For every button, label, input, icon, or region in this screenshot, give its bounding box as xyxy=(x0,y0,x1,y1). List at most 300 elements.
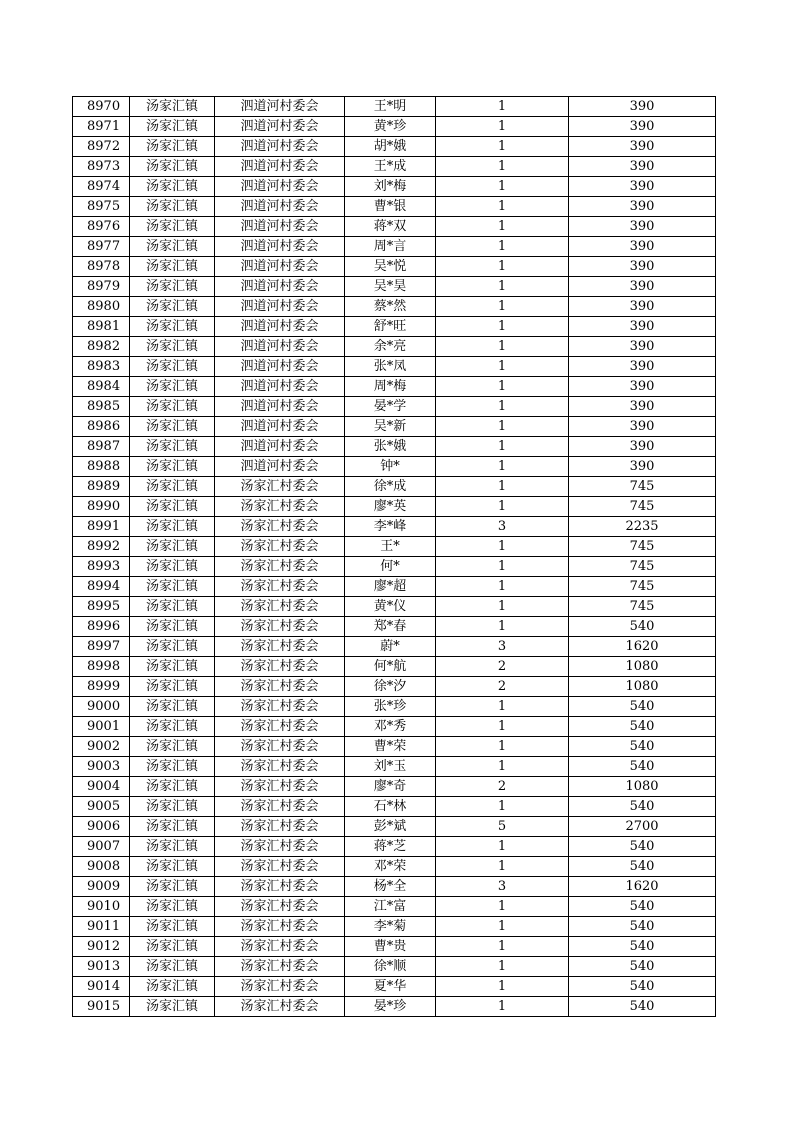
village-committee-cell: 泗道河村委会 xyxy=(215,377,345,397)
person-name-cell: 蒋*双 xyxy=(345,217,436,237)
row-number-cell: 8974 xyxy=(73,177,130,197)
village-committee-cell: 泗道河村委会 xyxy=(215,277,345,297)
table-row xyxy=(73,197,716,217)
village-committee-cell: 泗道河村委会 xyxy=(215,257,345,277)
town-cell: 汤家汇镇 xyxy=(130,857,215,877)
village-committee-cell: 汤家汇村委会 xyxy=(215,757,345,777)
person-count-cell: 1 xyxy=(436,597,569,617)
town-cell: 汤家汇镇 xyxy=(130,417,215,437)
person-name-cell: 晏*珍 xyxy=(345,997,436,1017)
table-row xyxy=(73,357,716,377)
town-cell: 汤家汇镇 xyxy=(130,757,215,777)
person-count-cell: 1 xyxy=(436,897,569,917)
amount-cell: 540 xyxy=(569,917,716,937)
table-row xyxy=(73,617,716,637)
table-row xyxy=(73,797,716,817)
person-count-cell: 3 xyxy=(436,877,569,897)
table-row xyxy=(73,157,716,177)
table-row xyxy=(73,497,716,517)
table-row xyxy=(73,257,716,277)
amount-cell: 1080 xyxy=(569,777,716,797)
town-cell: 汤家汇镇 xyxy=(130,837,215,857)
village-committee-cell: 泗道河村委会 xyxy=(215,397,345,417)
amount-cell: 390 xyxy=(569,157,716,177)
town-cell: 汤家汇镇 xyxy=(130,317,215,337)
person-name-cell: 黄*仪 xyxy=(345,597,436,617)
person-count-cell: 1 xyxy=(436,337,569,357)
amount-cell: 390 xyxy=(569,177,716,197)
village-committee-cell: 汤家汇村委会 xyxy=(215,737,345,757)
person-name-cell: 何*航 xyxy=(345,657,436,677)
row-number-cell: 8980 xyxy=(73,297,130,317)
village-committee-cell: 泗道河村委会 xyxy=(215,317,345,337)
amount-cell: 390 xyxy=(569,297,716,317)
village-committee-cell: 汤家汇村委会 xyxy=(215,937,345,957)
row-number-cell: 8983 xyxy=(73,357,130,377)
village-committee-cell: 汤家汇村委会 xyxy=(215,697,345,717)
town-cell: 汤家汇镇 xyxy=(130,437,215,457)
row-number-cell: 8990 xyxy=(73,497,130,517)
table-row xyxy=(73,897,716,917)
row-number-cell: 8996 xyxy=(73,617,130,637)
table-row xyxy=(73,577,716,597)
table-row xyxy=(73,397,716,417)
person-name-cell: 黄*珍 xyxy=(345,117,436,137)
town-cell: 汤家汇镇 xyxy=(130,897,215,917)
village-committee-cell: 汤家汇村委会 xyxy=(215,997,345,1017)
person-count-cell: 3 xyxy=(436,637,569,657)
row-number-cell: 9008 xyxy=(73,857,130,877)
row-number-cell: 9009 xyxy=(73,877,130,897)
town-cell: 汤家汇镇 xyxy=(130,337,215,357)
table-row xyxy=(73,297,716,317)
row-number-cell: 9015 xyxy=(73,997,130,1017)
table-row xyxy=(73,697,716,717)
row-number-cell: 8973 xyxy=(73,157,130,177)
table-row xyxy=(73,457,716,477)
village-committee-cell: 汤家汇村委会 xyxy=(215,837,345,857)
row-number-cell: 8971 xyxy=(73,117,130,137)
row-number-cell: 9005 xyxy=(73,797,130,817)
town-cell: 汤家汇镇 xyxy=(130,597,215,617)
amount-cell: 390 xyxy=(569,437,716,457)
table-row xyxy=(73,817,716,837)
town-cell: 汤家汇镇 xyxy=(130,657,215,677)
town-cell: 汤家汇镇 xyxy=(130,697,215,717)
table-row xyxy=(73,417,716,437)
town-cell: 汤家汇镇 xyxy=(130,297,215,317)
person-name-cell: 江*富 xyxy=(345,897,436,917)
row-number-cell: 8970 xyxy=(73,97,130,117)
amount-cell: 390 xyxy=(569,277,716,297)
amount-cell: 540 xyxy=(569,717,716,737)
village-committee-cell: 汤家汇村委会 xyxy=(215,537,345,557)
person-count-cell: 1 xyxy=(436,977,569,997)
town-cell: 汤家汇镇 xyxy=(130,477,215,497)
amount-cell: 540 xyxy=(569,617,716,637)
amount-cell: 745 xyxy=(569,577,716,597)
person-name-cell: 廖*超 xyxy=(345,577,436,597)
person-name-cell: 廖*奇 xyxy=(345,777,436,797)
table-row xyxy=(73,977,716,997)
person-name-cell: 何* xyxy=(345,557,436,577)
row-number-cell: 8991 xyxy=(73,517,130,537)
town-cell: 汤家汇镇 xyxy=(130,797,215,817)
person-name-cell: 蔡*然 xyxy=(345,297,436,317)
person-count-cell: 1 xyxy=(436,137,569,157)
person-name-cell: 邓*秀 xyxy=(345,717,436,737)
person-name-cell: 王*明 xyxy=(345,97,436,117)
town-cell: 汤家汇镇 xyxy=(130,537,215,557)
table-row xyxy=(73,637,716,657)
amount-cell: 390 xyxy=(569,97,716,117)
person-name-cell: 胡*娥 xyxy=(345,137,436,157)
village-committee-cell: 汤家汇村委会 xyxy=(215,497,345,517)
village-committee-cell: 汤家汇村委会 xyxy=(215,857,345,877)
amount-cell: 1620 xyxy=(569,877,716,897)
amount-cell: 540 xyxy=(569,897,716,917)
table-row xyxy=(73,937,716,957)
person-count-cell: 1 xyxy=(436,417,569,437)
person-name-cell: 杨*全 xyxy=(345,877,436,897)
person-name-cell: 钟* xyxy=(345,457,436,477)
person-count-cell: 2 xyxy=(436,657,569,677)
table-row xyxy=(73,237,716,257)
table-row xyxy=(73,177,716,197)
village-committee-cell: 汤家汇村委会 xyxy=(215,717,345,737)
town-cell: 汤家汇镇 xyxy=(130,997,215,1017)
town-cell: 汤家汇镇 xyxy=(130,557,215,577)
row-number-cell: 8993 xyxy=(73,557,130,577)
amount-cell: 540 xyxy=(569,737,716,757)
person-count-cell: 1 xyxy=(436,97,569,117)
town-cell: 汤家汇镇 xyxy=(130,137,215,157)
table-row xyxy=(73,557,716,577)
amount-cell: 540 xyxy=(569,937,716,957)
table-row xyxy=(73,277,716,297)
town-cell: 汤家汇镇 xyxy=(130,777,215,797)
amount-cell: 390 xyxy=(569,217,716,237)
person-count-cell: 1 xyxy=(436,557,569,577)
town-cell: 汤家汇镇 xyxy=(130,397,215,417)
village-committee-cell: 汤家汇村委会 xyxy=(215,617,345,637)
person-count-cell: 1 xyxy=(436,957,569,977)
amount-cell: 1080 xyxy=(569,677,716,697)
person-name-cell: 周*言 xyxy=(345,237,436,257)
person-name-cell: 徐*汐 xyxy=(345,677,436,697)
row-number-cell: 9000 xyxy=(73,697,130,717)
person-count-cell: 1 xyxy=(436,497,569,517)
person-count-cell: 1 xyxy=(436,857,569,877)
row-number-cell: 9007 xyxy=(73,837,130,857)
town-cell: 汤家汇镇 xyxy=(130,717,215,737)
village-committee-cell: 泗道河村委会 xyxy=(215,457,345,477)
person-name-cell: 张*珍 xyxy=(345,697,436,717)
town-cell: 汤家汇镇 xyxy=(130,157,215,177)
town-cell: 汤家汇镇 xyxy=(130,357,215,377)
table-row xyxy=(73,997,716,1017)
person-count-cell: 2 xyxy=(436,677,569,697)
person-count-cell: 2 xyxy=(436,777,569,797)
row-number-cell: 8979 xyxy=(73,277,130,297)
village-committee-cell: 汤家汇村委会 xyxy=(215,637,345,657)
row-number-cell: 9011 xyxy=(73,917,130,937)
person-name-cell: 曹*银 xyxy=(345,197,436,217)
person-name-cell: 徐*顺 xyxy=(345,957,436,977)
row-number-cell: 8984 xyxy=(73,377,130,397)
town-cell: 汤家汇镇 xyxy=(130,877,215,897)
amount-cell: 390 xyxy=(569,377,716,397)
row-number-cell: 8987 xyxy=(73,437,130,457)
row-number-cell: 8975 xyxy=(73,197,130,217)
village-committee-cell: 汤家汇村委会 xyxy=(215,477,345,497)
amount-cell: 540 xyxy=(569,857,716,877)
town-cell: 汤家汇镇 xyxy=(130,257,215,277)
person-name-cell: 石*林 xyxy=(345,797,436,817)
person-count-cell: 1 xyxy=(436,697,569,717)
person-count-cell: 1 xyxy=(436,757,569,777)
amount-cell: 540 xyxy=(569,837,716,857)
village-committee-cell: 汤家汇村委会 xyxy=(215,957,345,977)
table-row xyxy=(73,97,716,117)
table-row xyxy=(73,517,716,537)
row-number-cell: 8998 xyxy=(73,657,130,677)
amount-cell: 745 xyxy=(569,597,716,617)
person-name-cell: 邓*荣 xyxy=(345,857,436,877)
person-count-cell: 1 xyxy=(436,117,569,137)
person-count-cell: 1 xyxy=(436,277,569,297)
person-name-cell: 蒋*芝 xyxy=(345,837,436,857)
table-row xyxy=(73,317,716,337)
table-row xyxy=(73,657,716,677)
person-name-cell: 刘*玉 xyxy=(345,757,436,777)
person-count-cell: 1 xyxy=(436,457,569,477)
table-row xyxy=(73,857,716,877)
village-committee-cell: 汤家汇村委会 xyxy=(215,577,345,597)
person-count-cell: 1 xyxy=(436,917,569,937)
village-committee-cell: 汤家汇村委会 xyxy=(215,657,345,677)
town-cell: 汤家汇镇 xyxy=(130,977,215,997)
village-committee-cell: 汤家汇村委会 xyxy=(215,817,345,837)
town-cell: 汤家汇镇 xyxy=(130,177,215,197)
person-name-cell: 张*娥 xyxy=(345,437,436,457)
row-number-cell: 9012 xyxy=(73,937,130,957)
table-row xyxy=(73,917,716,937)
person-name-cell: 曹*荣 xyxy=(345,737,436,757)
row-number-cell: 9003 xyxy=(73,757,130,777)
row-number-cell: 8988 xyxy=(73,457,130,477)
person-count-cell: 1 xyxy=(436,357,569,377)
village-committee-cell: 汤家汇村委会 xyxy=(215,977,345,997)
person-name-cell: 夏*华 xyxy=(345,977,436,997)
person-count-cell: 1 xyxy=(436,477,569,497)
person-name-cell: 王* xyxy=(345,537,436,557)
table-row xyxy=(73,737,716,757)
table-row xyxy=(73,597,716,617)
amount-cell: 2235 xyxy=(569,517,716,537)
row-number-cell: 8994 xyxy=(73,577,130,597)
amount-cell: 390 xyxy=(569,417,716,437)
village-committee-cell: 泗道河村委会 xyxy=(215,337,345,357)
table-row xyxy=(73,837,716,857)
table-row xyxy=(73,757,716,777)
row-number-cell: 9010 xyxy=(73,897,130,917)
person-count-cell: 1 xyxy=(436,377,569,397)
village-committee-cell: 汤家汇村委会 xyxy=(215,677,345,697)
village-committee-cell: 泗道河村委会 xyxy=(215,97,345,117)
row-number-cell: 8982 xyxy=(73,337,130,357)
town-cell: 汤家汇镇 xyxy=(130,237,215,257)
amount-cell: 745 xyxy=(569,537,716,557)
amount-cell: 390 xyxy=(569,457,716,477)
table-row xyxy=(73,717,716,737)
amount-cell: 540 xyxy=(569,697,716,717)
person-name-cell: 李*菊 xyxy=(345,917,436,937)
person-name-cell: 吴*悦 xyxy=(345,257,436,277)
table-row xyxy=(73,777,716,797)
row-number-cell: 8992 xyxy=(73,537,130,557)
amount-cell: 390 xyxy=(569,117,716,137)
town-cell: 汤家汇镇 xyxy=(130,117,215,137)
village-committee-cell: 泗道河村委会 xyxy=(215,177,345,197)
person-name-cell: 吴*新 xyxy=(345,417,436,437)
village-committee-cell: 泗道河村委会 xyxy=(215,137,345,157)
town-cell: 汤家汇镇 xyxy=(130,617,215,637)
person-name-cell: 徐*成 xyxy=(345,477,436,497)
amount-cell: 390 xyxy=(569,197,716,217)
town-cell: 汤家汇镇 xyxy=(130,97,215,117)
person-name-cell: 李*峰 xyxy=(345,517,436,537)
row-number-cell: 8977 xyxy=(73,237,130,257)
person-name-cell: 郑*春 xyxy=(345,617,436,637)
person-count-cell: 1 xyxy=(436,197,569,217)
person-count-cell: 1 xyxy=(436,157,569,177)
town-cell: 汤家汇镇 xyxy=(130,957,215,977)
amount-cell: 390 xyxy=(569,257,716,277)
person-count-cell: 1 xyxy=(436,237,569,257)
person-name-cell: 廖*英 xyxy=(345,497,436,517)
person-count-cell: 1 xyxy=(436,837,569,857)
table-row xyxy=(73,117,716,137)
row-number-cell: 9001 xyxy=(73,717,130,737)
town-cell: 汤家汇镇 xyxy=(130,937,215,957)
row-number-cell: 8989 xyxy=(73,477,130,497)
table-row xyxy=(73,477,716,497)
person-count-cell: 1 xyxy=(436,617,569,637)
row-number-cell: 8997 xyxy=(73,637,130,657)
person-count-cell: 1 xyxy=(436,397,569,417)
row-number-cell: 8981 xyxy=(73,317,130,337)
town-cell: 汤家汇镇 xyxy=(130,217,215,237)
person-count-cell: 1 xyxy=(436,937,569,957)
person-count-cell: 1 xyxy=(436,317,569,337)
person-count-cell: 1 xyxy=(436,997,569,1017)
town-cell: 汤家汇镇 xyxy=(130,637,215,657)
village-committee-cell: 泗道河村委会 xyxy=(215,237,345,257)
row-number-cell: 8985 xyxy=(73,397,130,417)
person-name-cell: 吴*昊 xyxy=(345,277,436,297)
village-committee-cell: 泗道河村委会 xyxy=(215,117,345,137)
village-committee-cell: 汤家汇村委会 xyxy=(215,897,345,917)
person-count-cell: 1 xyxy=(436,437,569,457)
amount-cell: 745 xyxy=(569,477,716,497)
amount-cell: 1080 xyxy=(569,657,716,677)
amount-cell: 390 xyxy=(569,137,716,157)
village-committee-cell: 泗道河村委会 xyxy=(215,437,345,457)
person-count-cell: 1 xyxy=(436,217,569,237)
amount-cell: 390 xyxy=(569,317,716,337)
table-row xyxy=(73,217,716,237)
subsidy-table xyxy=(72,96,716,1017)
town-cell: 汤家汇镇 xyxy=(130,277,215,297)
person-count-cell: 1 xyxy=(436,797,569,817)
village-committee-cell: 汤家汇村委会 xyxy=(215,557,345,577)
row-number-cell: 9006 xyxy=(73,817,130,837)
row-number-cell: 8976 xyxy=(73,217,130,237)
table-row xyxy=(73,677,716,697)
row-number-cell: 8995 xyxy=(73,597,130,617)
person-name-cell: 余*亮 xyxy=(345,337,436,357)
amount-cell: 390 xyxy=(569,337,716,357)
table-row xyxy=(73,337,716,357)
amount-cell: 540 xyxy=(569,957,716,977)
person-count-cell: 3 xyxy=(436,517,569,537)
town-cell: 汤家汇镇 xyxy=(130,817,215,837)
row-number-cell: 8972 xyxy=(73,137,130,157)
town-cell: 汤家汇镇 xyxy=(130,677,215,697)
town-cell: 汤家汇镇 xyxy=(130,457,215,477)
town-cell: 汤家汇镇 xyxy=(130,737,215,757)
town-cell: 汤家汇镇 xyxy=(130,517,215,537)
amount-cell: 390 xyxy=(569,357,716,377)
amount-cell: 2700 xyxy=(569,817,716,837)
person-name-cell: 曹*贵 xyxy=(345,937,436,957)
row-number-cell: 8978 xyxy=(73,257,130,277)
table-row xyxy=(73,137,716,157)
row-number-cell: 8986 xyxy=(73,417,130,437)
village-committee-cell: 汤家汇村委会 xyxy=(215,597,345,617)
person-name-cell: 张*凤 xyxy=(345,357,436,377)
person-name-cell: 王*成 xyxy=(345,157,436,177)
amount-cell: 540 xyxy=(569,757,716,777)
amount-cell: 540 xyxy=(569,997,716,1017)
person-name-cell: 晏*学 xyxy=(345,397,436,417)
village-committee-cell: 汤家汇村委会 xyxy=(215,917,345,937)
village-committee-cell: 泗道河村委会 xyxy=(215,357,345,377)
row-number-cell: 9004 xyxy=(73,777,130,797)
person-name-cell: 彭*斌 xyxy=(345,817,436,837)
person-count-cell: 1 xyxy=(436,177,569,197)
amount-cell: 1620 xyxy=(569,637,716,657)
table-row xyxy=(73,877,716,897)
village-committee-cell: 泗道河村委会 xyxy=(215,197,345,217)
amount-cell: 390 xyxy=(569,397,716,417)
village-committee-cell: 泗道河村委会 xyxy=(215,297,345,317)
village-committee-cell: 汤家汇村委会 xyxy=(215,517,345,537)
person-count-cell: 1 xyxy=(436,537,569,557)
amount-cell: 745 xyxy=(569,557,716,577)
village-committee-cell: 汤家汇村委会 xyxy=(215,877,345,897)
row-number-cell: 9013 xyxy=(73,957,130,977)
person-count-cell: 1 xyxy=(436,717,569,737)
person-name-cell: 刘*梅 xyxy=(345,177,436,197)
person-count-cell: 1 xyxy=(436,577,569,597)
village-committee-cell: 汤家汇村委会 xyxy=(215,797,345,817)
amount-cell: 390 xyxy=(569,237,716,257)
person-name-cell: 蔚* xyxy=(345,637,436,657)
table-row xyxy=(73,437,716,457)
table-row xyxy=(73,377,716,397)
